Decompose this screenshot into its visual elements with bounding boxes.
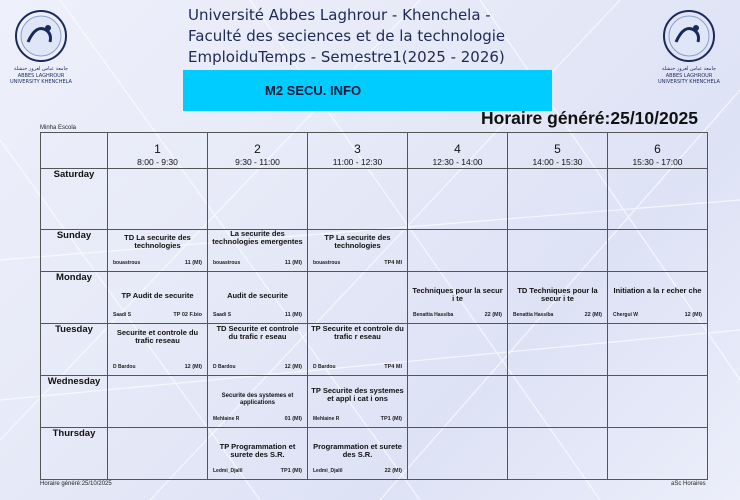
course-title: Programmation et surete des S.R. <box>313 442 402 459</box>
course-teacher: Ledmi_Djalil <box>213 468 243 474</box>
course-title: TP Programmation et surete des S.R. <box>219 442 296 459</box>
course-teacher: Chergui W <box>613 312 638 318</box>
section-banner <box>183 70 552 111</box>
logo-arabic-text: جامعة عباس لغرور خنشلة <box>13 66 69 72</box>
logo-arabic-text: جامعة عباس لغرور خنشلة <box>661 66 717 72</box>
period-time: 9:30 - 11:00 <box>235 157 280 167</box>
course-room: TP4 Ml <box>384 260 402 266</box>
course-title: Securite des systemes et applications <box>221 393 294 406</box>
course-room: 12 (Ml) <box>684 312 702 318</box>
period-time: 11:00 - 12:30 <box>332 157 383 167</box>
day-row-thursday <box>41 428 708 480</box>
empty-slot <box>408 376 508 428</box>
course-title: TD Techniques pour la secur i te <box>517 286 598 303</box>
empty-slot <box>308 169 408 230</box>
course-teacher: Mehlaine R <box>313 416 340 422</box>
logo-emblem-icon <box>6 6 76 66</box>
university-name: Université Abbes Laghrour - Khenchela - <box>188 6 491 24</box>
course-room: TP1 (Ml) <box>280 468 302 474</box>
university-logo-right <box>654 6 724 85</box>
day-label: Thursday <box>41 428 108 480</box>
course-teacher: Mehlaine R <box>213 416 240 422</box>
course-room: TP4 Ml <box>384 364 402 370</box>
day-row-sunday <box>41 230 708 272</box>
period-header <box>208 133 308 169</box>
empty-slot <box>108 169 208 230</box>
course-teacher: D Bardou <box>113 364 136 370</box>
day-label: Sunday <box>41 230 108 272</box>
course-title: TP Securite et controle du trafic r eseau <box>311 324 404 341</box>
empty-slot <box>508 428 608 480</box>
course-slot[interactable] <box>208 230 308 272</box>
period-header <box>408 133 508 169</box>
course-teacher: D Bardou <box>313 364 336 370</box>
logo-latin-text: ABBES LAGHROUR UNIVERSITY KHENCHELA <box>10 73 72 85</box>
period-number: 6 <box>654 142 661 156</box>
course-slot[interactable] <box>208 324 308 376</box>
course-slot[interactable] <box>308 428 408 480</box>
course-title: TD La securite des technologies <box>124 233 191 250</box>
course-slot[interactable] <box>108 272 208 324</box>
course-slot[interactable] <box>308 230 408 272</box>
course-room: 22 (Ml) <box>384 468 402 474</box>
course-title: TD Securite et controle du trafic r eseau <box>216 324 299 341</box>
day-label: Tuesday <box>41 324 108 376</box>
course-room: 12 (Ml) <box>184 364 202 370</box>
empty-slot <box>508 230 608 272</box>
empty-slot <box>108 428 208 480</box>
course-room: 22 (Ml) <box>484 312 502 318</box>
empty-slot <box>408 324 508 376</box>
course-title: Securite et controle du trafic reseau <box>116 328 199 345</box>
day-row-tuesday <box>41 324 708 376</box>
corner-cell <box>41 133 108 169</box>
day-row-saturday <box>41 169 708 230</box>
course-slot[interactable] <box>208 428 308 480</box>
section-name: M2 SECU. INFO <box>265 83 362 98</box>
empty-slot <box>408 230 508 272</box>
day-label: Wednesday <box>41 376 108 428</box>
course-room: 01 (Ml) <box>284 416 302 422</box>
header-row <box>41 133 708 169</box>
timetable-title: EmploiduTemps - Semestre1(2025 - 2026) <box>188 48 505 66</box>
course-room: 11 (Ml) <box>284 312 302 318</box>
course-slot[interactable] <box>608 272 708 324</box>
generated-date: Horaire généré:25/10/2025 <box>481 108 698 128</box>
empty-slot <box>508 169 608 230</box>
empty-slot <box>608 324 708 376</box>
course-title: Techniques pour la secur i te <box>412 286 503 303</box>
course-slot[interactable] <box>108 230 208 272</box>
period-time: 8:00 - 9:30 <box>137 157 178 167</box>
day-label: Saturday <box>41 169 108 230</box>
course-teacher: bouastrous <box>213 260 241 266</box>
empty-slot <box>108 376 208 428</box>
course-title: TP La securite des technologies <box>324 233 391 250</box>
course-teacher: Benattia Hassiba <box>413 312 454 318</box>
course-title: TP Securite des systemes et appl i cat i ons <box>311 386 404 403</box>
course-slot[interactable] <box>108 324 208 376</box>
period-time: 15:30 - 17:00 <box>632 157 683 167</box>
period-header <box>308 133 408 169</box>
period-time: 14:00 - 15:30 <box>532 157 583 167</box>
course-teacher: bouastrous <box>113 260 141 266</box>
course-teacher: bouastrous <box>313 260 341 266</box>
university-logo-left <box>6 6 76 85</box>
period-number: 3 <box>354 142 361 156</box>
period-header <box>608 133 708 169</box>
empty-slot <box>508 376 608 428</box>
period-number: 4 <box>454 142 461 156</box>
logo-latin-text: ABBES LAGHROUR UNIVERSITY KHENCHELA <box>658 73 720 85</box>
course-teacher: Saadi S <box>113 312 132 318</box>
period-number: 1 <box>154 142 161 156</box>
course-slot[interactable] <box>208 272 308 324</box>
faculty-name: Faculté des seciences et de la technologie <box>188 27 506 45</box>
course-title: La securite des technologies emergentes <box>212 229 303 246</box>
course-teacher: Benattia Hassiba <box>513 312 554 318</box>
empty-slot <box>408 428 508 480</box>
course-teacher: D Bardou <box>213 364 236 370</box>
empty-slot <box>208 169 308 230</box>
timetable-grid <box>40 132 708 480</box>
logo-emblem-icon <box>654 6 724 66</box>
course-title: Initiation a la r echer che <box>613 286 702 295</box>
course-slot[interactable] <box>308 324 408 376</box>
period-time: 12:30 - 14:00 <box>432 157 483 167</box>
course-room: 11 (Ml) <box>184 260 202 266</box>
empty-slot <box>608 169 708 230</box>
course-room: TP 02 F.bio <box>173 312 202 318</box>
course-room: 11 (Ml) <box>284 260 302 266</box>
empty-slot <box>608 230 708 272</box>
day-row-monday <box>41 272 708 324</box>
period-header <box>108 133 208 169</box>
course-title: TP Audit de securite <box>121 291 194 300</box>
school-name: Minha Escola <box>40 125 77 131</box>
course-title: Audit de securite <box>227 291 288 300</box>
course-slot[interactable] <box>308 376 408 428</box>
course-slot[interactable] <box>408 272 508 324</box>
empty-slot <box>308 272 408 324</box>
empty-slot <box>608 376 708 428</box>
empty-slot <box>608 428 708 480</box>
period-number: 5 <box>554 142 561 156</box>
day-row-wednesday <box>41 376 708 428</box>
course-slot[interactable] <box>508 272 608 324</box>
course-slot[interactable] <box>208 376 308 428</box>
empty-slot <box>408 169 508 230</box>
course-room: TP1 (Ml) <box>380 416 402 422</box>
course-teacher: Saadi S <box>213 312 232 318</box>
course-teacher: Ledmi_Djalil <box>313 468 343 474</box>
footer-app-name: aSc Horaires <box>671 481 706 487</box>
course-room: 12 (Ml) <box>284 364 302 370</box>
empty-slot <box>508 324 608 376</box>
day-label: Monday <box>41 272 108 324</box>
footer-generated-date: Horaire généré:25/10/2025 <box>40 481 112 487</box>
course-room: 22 (Ml) <box>584 312 602 318</box>
period-header <box>508 133 608 169</box>
period-number: 2 <box>254 142 261 156</box>
